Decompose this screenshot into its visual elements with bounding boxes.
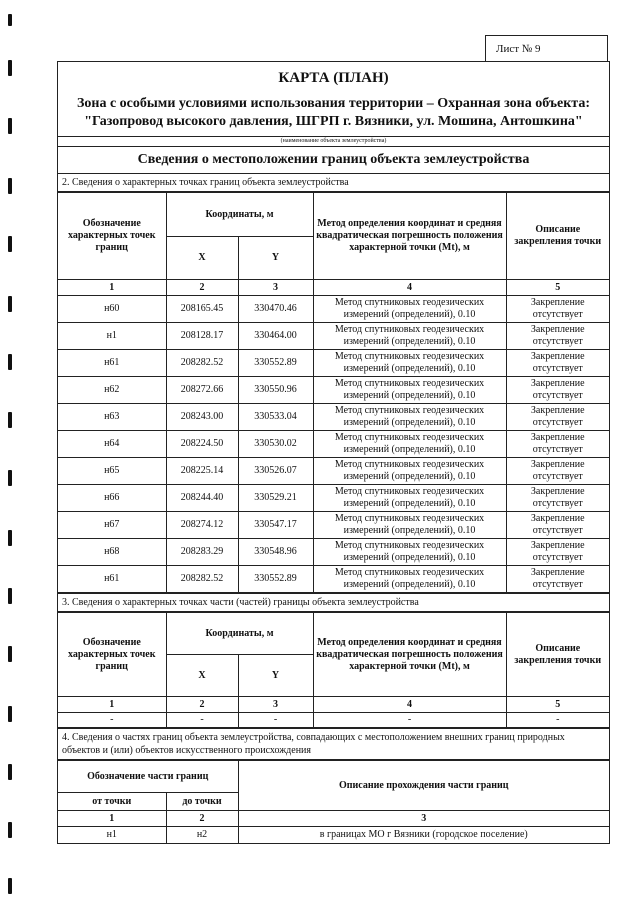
col-num: 4 — [313, 697, 506, 713]
col-num: 1 — [58, 280, 166, 296]
part-description: в границах МО г Вязники (городское поселение) — [238, 827, 609, 844]
col-num: 2 — [166, 280, 238, 296]
point-id: н67 — [58, 512, 166, 539]
header-x: X — [166, 655, 238, 697]
point-id: н61 — [58, 566, 166, 593]
col-num: 1 — [58, 697, 166, 713]
table-row — [58, 350, 609, 377]
point-id: н66 — [58, 485, 166, 512]
col-num: 3 — [238, 811, 609, 827]
title-block — [58, 62, 609, 147]
subtitle-line-1: Зона с особыми условиями использования территории – Охранная зона объекта: — [76, 96, 591, 111]
section-4-label: 4. Сведения о частях границ объекта землеустройства, совпадающих с местоположением внешних границ природных объектов и (или) объектов искусственного происхождения — [58, 728, 609, 760]
header-desc: Описание закрепления точки — [506, 613, 609, 697]
point-id: н64 — [58, 431, 166, 458]
coord-y: 330547.17 — [238, 512, 313, 539]
col-num: 5 — [506, 280, 609, 296]
fixation: Закрепление отсутствует — [506, 539, 609, 566]
section-3-label: 3. Сведения о характерных точках части (частей) границы объекта землеустройства — [58, 593, 609, 612]
method: Метод спутниковых геодезических измерений (определений), 0.10 — [313, 539, 506, 566]
header-from: от точки — [58, 793, 166, 811]
to-point: н2 — [166, 827, 238, 844]
header-x: X — [166, 237, 238, 280]
coord-x: 208272.66 — [166, 377, 238, 404]
col-num: 5 — [506, 697, 609, 713]
table-cell: - — [166, 713, 238, 728]
col-num: 3 — [238, 280, 313, 296]
table-row — [58, 377, 609, 404]
coord-y: 330464.00 — [238, 323, 313, 350]
fixation: Закрепление отсутствует — [506, 512, 609, 539]
method: Метод спутниковых геодезических измерений (определений), 0.10 — [313, 350, 506, 377]
point-id: н63 — [58, 404, 166, 431]
coord-y: 330533.04 — [238, 404, 313, 431]
fixation: Закрепление отсутствует — [506, 377, 609, 404]
point-id: н1 — [58, 323, 166, 350]
header-method: Метод определения координат и средняя квадратическая погрешность положения характерной точки (Mt), м — [313, 193, 506, 280]
col-num: 3 — [238, 697, 313, 713]
table-row — [58, 323, 609, 350]
header-desc: Описание закрепления точки — [506, 193, 609, 280]
point-id: н62 — [58, 377, 166, 404]
header-part-desc: Описание прохождения части границ — [238, 761, 609, 811]
point-id: н68 — [58, 539, 166, 566]
coord-y: 330529.21 — [238, 485, 313, 512]
fixation: Закрепление отсутствует — [506, 350, 609, 377]
point-id: н65 — [58, 458, 166, 485]
fixation: Закрепление отсутствует — [506, 296, 609, 323]
table-row — [58, 431, 609, 458]
method: Метод спутниковых геодезических измерений (определений), 0.10 — [313, 323, 506, 350]
coord-x: 208282.52 — [166, 350, 238, 377]
table-row — [58, 539, 609, 566]
table-cell: - — [58, 713, 166, 728]
table-row — [58, 458, 609, 485]
point-id: н61 — [58, 350, 166, 377]
coord-y: 330530.02 — [238, 431, 313, 458]
header-method: Метод определения координат и средняя квадратическая погрешность положения характерной точки (Mt), м — [313, 613, 506, 697]
document-title: КАРТА (ПЛАН) — [278, 70, 389, 86]
coord-x: 208224.50 — [166, 431, 238, 458]
coord-y: 330470.46 — [238, 296, 313, 323]
method: Метод спутниковых геодезических измерений (определений), 0.10 — [313, 296, 506, 323]
coord-y: 330552.89 — [238, 566, 313, 593]
col-num: 1 — [58, 811, 166, 827]
fixation: Закрепление отсутствует — [506, 404, 609, 431]
method: Метод спутниковых геодезических измерений (определений), 0.10 — [313, 566, 506, 593]
method: Метод спутниковых геодезических измерений (определений), 0.10 — [313, 485, 506, 512]
table-cell: - — [506, 713, 609, 728]
method: Метод спутниковых геодезических измерений (определений), 0.10 — [313, 431, 506, 458]
header-to: до точки — [166, 793, 238, 811]
coord-x: 208165.45 — [166, 296, 238, 323]
coord-x: 208274.12 — [166, 512, 238, 539]
section-2-label: 2. Сведения о характерных точках границ объекта землеустройства — [58, 174, 609, 192]
header-coords: Координаты, м — [166, 193, 313, 237]
header-coords: Координаты, м — [166, 613, 313, 655]
table-row — [58, 296, 609, 323]
col-num: 4 — [313, 280, 506, 296]
coord-y: 330526.07 — [238, 458, 313, 485]
sheet-number: Лист № 9 — [485, 35, 608, 61]
col-num: 2 — [166, 697, 238, 713]
coord-x: 208128.17 — [166, 323, 238, 350]
coord-x: 208244.40 — [166, 485, 238, 512]
coord-x: 208282.52 — [166, 566, 238, 593]
method: Метод спутниковых геодезических измерений (определений), 0.10 — [313, 377, 506, 404]
coord-x: 208243.00 — [166, 404, 238, 431]
table-row — [58, 404, 609, 431]
fixation: Закрепление отсутствует — [506, 566, 609, 593]
point-id: н60 — [58, 296, 166, 323]
table-cell: - — [238, 713, 313, 728]
boundary-parts-table — [58, 760, 609, 843]
part-points-table — [58, 612, 609, 728]
fixation: Закрепление отсутствует — [506, 323, 609, 350]
header-point: Обозначение характерных точек границ — [58, 613, 166, 697]
subtitle-caption: (наименование объекта землеустройства) — [58, 136, 609, 146]
from-point: н1 — [58, 827, 166, 844]
coord-y: 330550.96 — [238, 377, 313, 404]
header-part: Обозначение части границ — [58, 761, 238, 793]
table-row — [58, 485, 609, 512]
table-cell: - — [313, 713, 506, 728]
points-table — [58, 192, 609, 593]
fixation: Закрепление отсутствует — [506, 458, 609, 485]
coord-x: 208283.29 — [166, 539, 238, 566]
subtitle-line-2: "Газопровод высокого давления, ШГРП г. Вязники, ул. Мошина, Антошкина" — [84, 114, 583, 129]
section-heading: Сведения о местоположении границ объекта землеустройства — [58, 147, 609, 174]
method: Метод спутниковых геодезических измерений (определений), 0.10 — [313, 512, 506, 539]
document-frame — [57, 61, 610, 844]
coord-x: 208225.14 — [166, 458, 238, 485]
coord-y: 330548.96 — [238, 539, 313, 566]
method: Метод спутниковых геодезических измерений (определений), 0.10 — [313, 458, 506, 485]
fixation: Закрепление отсутствует — [506, 431, 609, 458]
method: Метод спутниковых геодезических измерений (определений), 0.10 — [313, 404, 506, 431]
header-y: Y — [238, 237, 313, 280]
table-row — [58, 512, 609, 539]
table-row — [58, 566, 609, 593]
col-num: 2 — [166, 811, 238, 827]
fixation: Закрепление отсутствует — [506, 485, 609, 512]
header-point: Обозначение характерных точек границ — [58, 193, 166, 280]
coord-y: 330552.89 — [238, 350, 313, 377]
header-y: Y — [238, 655, 313, 697]
